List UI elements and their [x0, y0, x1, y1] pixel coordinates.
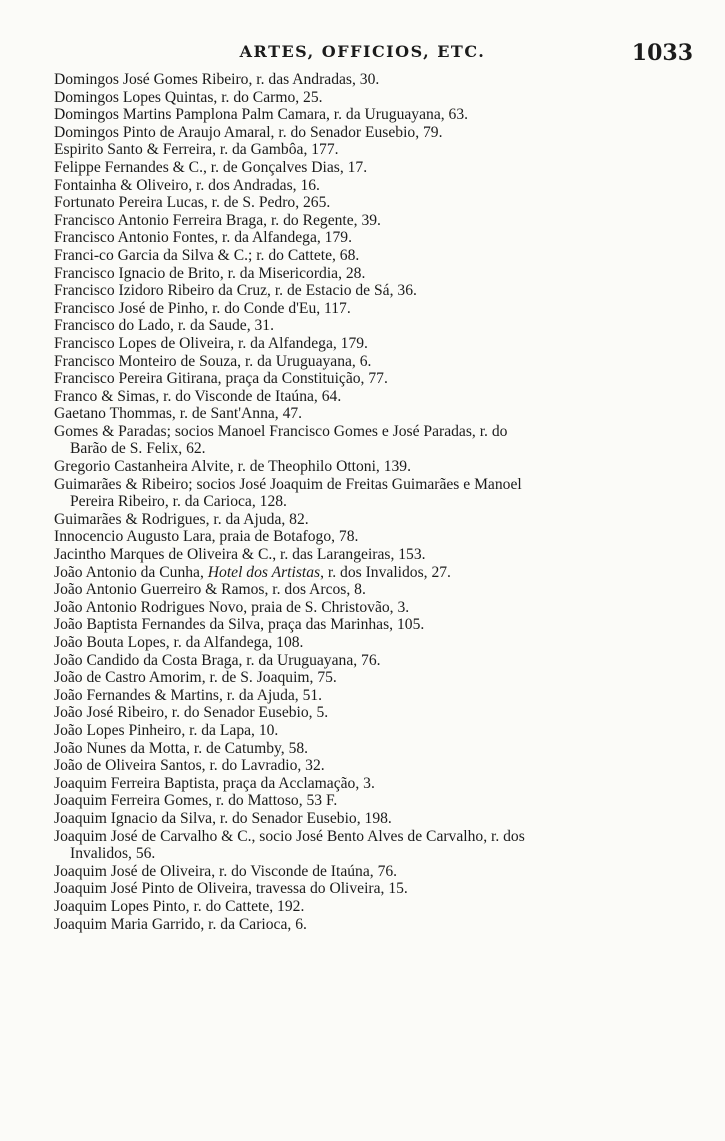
entry-text: Guimarães & Rodrigues, r. da Ajuda, 82. [54, 510, 309, 528]
entry-text: Francisco Ignacio de Brito, r. da Misericordia, 28. [54, 264, 366, 282]
entry-continuation: Barão de S. Felix, 62. [70, 440, 206, 458]
directory-entry [54, 194, 714, 212]
page-header [0, 40, 725, 70]
directory-entry [54, 124, 714, 142]
directory-entry [54, 282, 714, 300]
directory-entry [54, 405, 714, 423]
directory-entry [54, 810, 714, 828]
entry-text: João Antonio Rodrigues Novo, praia de S. Christovão, 3. [54, 598, 410, 616]
directory-entry [54, 634, 714, 652]
directory-entry [54, 370, 714, 388]
directory-entry [54, 423, 714, 458]
directory-entry [54, 528, 714, 546]
entry-text: Gaetano Thommas, r. de Sant'Anna, 47. [54, 405, 303, 423]
entry-text: João Candido da Costa Braga, r. da Uruguayana, 76. [54, 651, 381, 669]
directory-entry [54, 792, 714, 810]
entry-text: Domingos Martins Pamplona Palm Camara, r. da Uruguayana, 63. [54, 106, 469, 124]
directory-entry [54, 898, 714, 916]
directory-entry [54, 828, 714, 863]
directory-entry [54, 652, 714, 670]
directory-entry [54, 335, 714, 353]
entry-text: Francisco Izidoro Ribeiro da Cruz, r. de Estacio de Sá, 36. [54, 282, 417, 300]
entry-text: Gregorio Castanheira Alvite, r. de Theophilo Ottoni, 139. [54, 458, 412, 476]
directory-entry [54, 863, 714, 881]
directory-entry [54, 353, 714, 371]
entry-text: Fontainha & Oliveiro, r. dos Andradas, 16. [54, 176, 320, 194]
entry-text: Gomes & Paradas; socios Manoel Francisco Gomes e José Paradas, r. do [54, 422, 508, 440]
directory-entry [54, 757, 714, 775]
directory-entry [54, 71, 714, 89]
entry-continuation: Invalidos, 56. [70, 845, 156, 863]
entry-text: João Antonio da Cunha, [54, 563, 208, 581]
entry-text: Domingos Pinto de Araujo Amaral, r. do Senador Eusebio, 79. [54, 123, 443, 141]
entry-text-after: , r. dos Invalidos, 27. [320, 563, 451, 581]
directory-entry [54, 599, 714, 617]
entry-text: Francisco do Lado, r. da Saude, 31. [54, 317, 274, 335]
directory-entry [54, 740, 714, 758]
entry-text: João Baptista Fernandes da Silva, praça das Marinhas, 105. [54, 616, 425, 634]
directory-entry [54, 704, 714, 722]
directory-entry [54, 229, 714, 247]
entry-text: Joaquim José de Oliveira, r. do Visconde de Itaúna, 76. [54, 862, 398, 880]
entry-text: João Nunes da Motta, r. de Catumby, 58. [54, 739, 309, 757]
directory-entry [54, 581, 714, 599]
entry-text: Espirito Santo & Ferreira, r. da Gambôa, 177. [54, 141, 339, 159]
directory-entry [54, 177, 714, 195]
entry-text: João Lopes Pinheiro, r. da Lapa, 10. [54, 721, 279, 739]
entry-text: Felippe Fernandes & C., r. de Gonçalves Dias, 17. [54, 158, 368, 176]
entry-text: Guimarães & Ribeiro; socios José Joaquim de Freitas Guimarães e Manoel [54, 475, 522, 493]
entry-text: Francisco José de Pinho, r. do Conde d'Eu, 117. [54, 299, 351, 317]
entry-text: Joaquim Maria Garrido, r. da Carioca, 6. [54, 915, 307, 933]
directory-entry [54, 564, 714, 582]
entry-text: Domingos Lopes Quintas, r. do Carmo, 25. [54, 88, 323, 106]
directory-entry [54, 511, 714, 529]
directory-entry [54, 300, 714, 318]
directory-entry [54, 458, 714, 476]
entry-text: Joaquim José Pinto de Oliveira, travessa do Oliveira, 15. [54, 880, 408, 898]
entry-text: Innocencio Augusto Lara, praia de Botafogo, 78. [54, 528, 359, 546]
entry-text: João Antonio Guerreiro & Ramos, r. dos Arcos, 8. [54, 581, 366, 599]
directory-entry [54, 212, 714, 230]
entry-text: Francisco Pereira Gitirana, praça da Constituição, 77. [54, 370, 388, 388]
entry-text: Jacintho Marques de Oliveira & C., r. das Larangeiras, 153. [54, 546, 426, 564]
directory-entry [54, 916, 714, 934]
directory-entry [54, 669, 714, 687]
directory-entry [54, 880, 714, 898]
directory-entry [54, 141, 714, 159]
directory-entry [54, 159, 714, 177]
entry-text: João José Ribeiro, r. do Senador Eusebio, 5. [54, 704, 329, 722]
entry-text: Domingos José Gomes Ribeiro, r. das Andradas, 30. [54, 71, 380, 88]
entry-text: Francisco Antonio Ferreira Braga, r. do Regente, 39. [54, 211, 381, 229]
entry-text: Fortunato Pereira Lucas, r. de S. Pedro, 265. [54, 194, 331, 212]
entry-text: João de Oliveira Santos, r. do Lavradio, 32. [54, 757, 325, 775]
entry-continuation: Pereira Ribeiro, r. da Carioca, 128. [70, 493, 287, 511]
directory-entry [54, 722, 714, 740]
entry-italic-text: Hotel dos Artistas [207, 563, 321, 581]
entry-text: Joaquim Ignacio da Silva, r. do Senador Eusebio, 198. [54, 809, 392, 827]
directory-entry [54, 616, 714, 634]
page-number: 1033 [631, 40, 693, 66]
entry-text: Francisco Lopes de Oliveira, r. da Alfandega, 179. [54, 334, 368, 352]
entry-text: Franci-co Garcia da Silva & C.; r. do Cattete, 68. [54, 246, 360, 264]
directory-entry [54, 265, 714, 283]
directory-listing [54, 71, 714, 933]
directory-entry [54, 106, 714, 124]
entry-text: João Bouta Lopes, r. da Alfandega, 108. [54, 634, 304, 651]
directory-entry [54, 89, 714, 107]
entry-text: Franco & Simas, r. do Visconde de Itaúna, 64. [54, 387, 342, 405]
entry-text: Joaquim José de Carvalho & C., socio José Bento Alves de Carvalho, r. dos [54, 827, 525, 845]
directory-entry [54, 546, 714, 564]
running-title: ARTES, OFFICIOS, ETC. [239, 42, 486, 61]
directory-entry [54, 687, 714, 705]
entry-text: Joaquim Ferreira Baptista, praça da Acclamação, 3. [54, 774, 375, 792]
entry-text: João Fernandes & Martins, r. da Ajuda, 51. [54, 686, 323, 704]
directory-entry [54, 476, 714, 511]
directory-entry [54, 247, 714, 265]
directory-entry [54, 775, 714, 793]
entry-text: Francisco Monteiro de Souza, r. da Uruguayana, 6. [54, 352, 372, 370]
directory-entry [54, 388, 714, 406]
entry-text: João de Castro Amorim, r. de S. Joaquim, 75. [54, 669, 337, 687]
entry-text: Francisco Antonio Fontes, r. da Alfandega, 179. [54, 229, 352, 247]
directory-entry [54, 317, 714, 335]
entry-text: Joaquim Ferreira Gomes, r. do Mattoso, 53 F. [54, 792, 338, 810]
entry-text: Joaquim Lopes Pinto, r. do Cattete, 192. [54, 897, 305, 915]
